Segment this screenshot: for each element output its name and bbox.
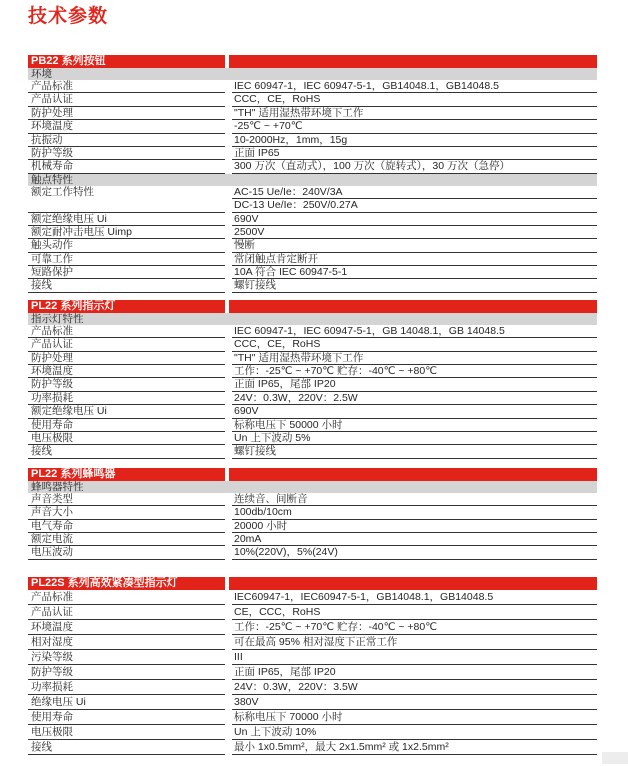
row-values	[232, 432, 597, 445]
column-gap	[225, 378, 232, 391]
table-header	[28, 577, 597, 590]
table-header	[28, 300, 597, 313]
row-value: 螺钉接线	[232, 279, 597, 292]
table-header-title: PL22 系列蜂鸣器	[28, 468, 225, 481]
spec-row	[28, 405, 597, 418]
row-values	[232, 266, 597, 279]
row-label: 产品标准	[28, 325, 225, 338]
table-header-bar	[229, 300, 597, 313]
column-gap	[225, 590, 232, 605]
row-value: 10%(220V)，5%(24V)	[232, 546, 597, 559]
row-label: 电气寿命	[28, 520, 225, 533]
table-header	[28, 468, 597, 481]
row-values	[232, 740, 597, 755]
table-header-bar	[229, 468, 597, 481]
row-values	[232, 352, 597, 365]
column-gap	[225, 432, 232, 445]
column-gap	[225, 546, 232, 559]
row-label: 额定耐冲击电压 Uimp	[28, 226, 225, 239]
row-values	[232, 680, 597, 695]
table-subheader: 指示灯特性	[28, 313, 597, 325]
column-gap	[225, 710, 232, 725]
row-label: 产品认证	[28, 605, 225, 620]
row-value: IEC60947-1，IEC60947-5-1，GB14048.1，GB14048.5	[232, 590, 597, 605]
spec-row	[28, 134, 597, 147]
row-values	[232, 665, 597, 680]
row-value: 10A 符合 IEC 60947-5-1	[232, 266, 597, 279]
row-label: 电压极限	[28, 432, 225, 445]
row-label: 产品标准	[28, 590, 225, 605]
row-values	[232, 147, 597, 160]
table-subheader: 蜂鸣器特性	[28, 481, 597, 493]
row-label: 环境温度	[28, 365, 225, 378]
column-gap	[225, 680, 232, 695]
table-header-title: PL22S 系列高效紧凑型指示灯	[28, 577, 225, 590]
row-label: 短路保护	[28, 266, 225, 279]
row-values	[232, 533, 597, 546]
column-gap	[225, 147, 232, 160]
column-gap	[225, 186, 232, 213]
row-values	[232, 725, 597, 740]
table-header-bar	[229, 577, 597, 590]
row-values	[232, 650, 597, 665]
row-value: 最小 1x0.5mm²，最大 2x1.5mm² 或 1x2.5mm²	[232, 740, 597, 755]
spec-row	[28, 665, 597, 680]
column-gap	[225, 352, 232, 365]
row-label: 接线	[28, 445, 225, 458]
row-values	[232, 279, 597, 292]
spec-row	[28, 710, 597, 725]
column-gap	[225, 620, 232, 635]
column-gap	[225, 338, 232, 351]
row-value: CCC，CE，RoHS	[232, 93, 597, 106]
row-value: III	[232, 650, 597, 665]
row-values	[232, 239, 597, 252]
spec-row	[28, 107, 597, 120]
row-value: DC-13 Ue/Ie：250V/0.27A	[232, 199, 597, 212]
row-values	[232, 365, 597, 378]
row-value: 正面 IP65，尾部 IP20	[232, 665, 597, 680]
row-values	[232, 605, 597, 620]
column-gap	[225, 445, 232, 458]
row-value: Un 上下波动 10%	[232, 725, 597, 740]
table-header	[28, 55, 597, 68]
row-value: 690V	[232, 213, 597, 226]
row-values	[232, 419, 597, 432]
column-gap	[225, 520, 232, 533]
column-gap	[225, 279, 232, 292]
row-values	[232, 253, 597, 266]
row-value: 20000 小时	[232, 520, 597, 533]
spec-table	[28, 300, 597, 459]
row-value: 300 万次（直动式），100 万次（旋转式），30 万次（急停）	[232, 160, 597, 173]
spec-row	[28, 239, 597, 252]
row-value: 380V	[232, 695, 597, 710]
row-label: 环境温度	[28, 620, 225, 635]
row-value: 连续音、间断音	[232, 493, 597, 506]
spec-row	[28, 266, 597, 279]
column-gap	[225, 160, 232, 173]
row-value: 工作：-25℃ ~ +70℃ 贮存：-40℃ ~ +80℃	[232, 365, 597, 378]
column-gap	[225, 120, 232, 133]
spec-row	[28, 120, 597, 133]
row-label: 机械寿命	[28, 160, 225, 173]
spec-row	[28, 650, 597, 665]
spec-row	[28, 680, 597, 695]
row-label: 环境温度	[28, 120, 225, 133]
column-gap	[225, 266, 232, 279]
column-gap	[225, 419, 232, 432]
column-gap	[225, 506, 232, 519]
row-label: 产品认证	[28, 338, 225, 351]
row-label: 电压极限	[28, 725, 225, 740]
spec-row	[28, 160, 597, 173]
row-values	[232, 506, 597, 519]
row-value: -25℃ ~ +70℃	[232, 120, 597, 133]
row-values	[232, 620, 597, 635]
column-gap	[225, 226, 232, 239]
column-gap	[225, 635, 232, 650]
row-label: 抗振动	[28, 134, 225, 147]
column-gap	[225, 665, 232, 680]
row-label: 功率损耗	[28, 392, 225, 405]
row-label: 额定绝缘电压 Ui	[28, 213, 225, 226]
spec-row	[28, 725, 597, 740]
page-title: 技术参数	[28, 6, 109, 27]
spec-row	[28, 186, 597, 213]
row-values	[232, 520, 597, 533]
row-values	[232, 405, 597, 418]
table-header-title: PB22 系列按钮	[28, 55, 225, 68]
row-label: 防护等级	[28, 665, 225, 680]
spec-row	[28, 93, 597, 106]
column-gap	[225, 365, 232, 378]
spec-table	[28, 577, 597, 755]
spec-row	[28, 80, 597, 93]
row-values	[232, 378, 597, 391]
row-values	[232, 392, 597, 405]
row-values	[232, 107, 597, 120]
row-values	[232, 120, 597, 133]
row-value: 可在最高 95% 相对湿度下正常工作	[232, 635, 597, 650]
row-values	[232, 93, 597, 106]
spec-row	[28, 419, 597, 432]
column-gap	[225, 650, 232, 665]
table-header-bar	[229, 55, 597, 68]
column-gap	[225, 107, 232, 120]
row-value: 常闭触点肯定断开	[232, 253, 597, 266]
spec-row	[28, 378, 597, 391]
row-values	[232, 493, 597, 506]
spec-row	[28, 695, 597, 710]
row-label: 产品标准	[28, 80, 225, 93]
spec-table	[28, 468, 597, 560]
row-label: 功率损耗	[28, 680, 225, 695]
column-gap	[225, 740, 232, 755]
table-subheader: 环境	[28, 68, 597, 80]
corner-mark	[602, 752, 628, 764]
spec-row	[28, 432, 597, 445]
spec-row	[28, 590, 597, 605]
spec-row	[28, 352, 597, 365]
column-gap	[225, 392, 232, 405]
spec-tables-container	[28, 55, 628, 755]
row-values	[232, 635, 597, 650]
row-label: 绝缘电压 Ui	[28, 695, 225, 710]
row-value: CE，CCC，RoHS	[232, 605, 597, 620]
spec-row	[28, 445, 597, 458]
row-values	[232, 590, 597, 605]
column-gap	[225, 533, 232, 546]
row-value: "TH" 适用湿热带环境下工作	[232, 352, 597, 365]
table-header-title: PL22 系列指示灯	[28, 300, 225, 313]
row-label: 防护处理	[28, 107, 225, 120]
row-value: 正面 IP65，尾部 IP20	[232, 378, 597, 391]
row-value: CCC，CE，RoHS	[232, 338, 597, 351]
row-label: 产品认证	[28, 93, 225, 106]
spec-row	[28, 546, 597, 559]
row-values	[232, 134, 597, 147]
row-value: 20mA	[232, 533, 597, 546]
column-gap	[225, 605, 232, 620]
row-label: 防护等级	[28, 147, 225, 160]
row-label: 接线	[28, 279, 225, 292]
spec-row	[28, 147, 597, 160]
spec-row	[28, 392, 597, 405]
row-value: 标称电压下 70000 小时	[232, 710, 597, 725]
row-values	[232, 546, 597, 559]
row-label: 声音大小	[28, 506, 225, 519]
row-label: 使用寿命	[28, 419, 225, 432]
spec-row	[28, 325, 597, 338]
column-gap	[225, 80, 232, 93]
spec-row	[28, 338, 597, 351]
row-value: 2500V	[232, 226, 597, 239]
row-label: 相对湿度	[28, 635, 225, 650]
spec-row	[28, 520, 597, 533]
row-value: 24V：0.3W，220V：2.5W	[232, 392, 597, 405]
row-values	[232, 80, 597, 93]
spec-table	[28, 55, 597, 293]
column-gap	[225, 134, 232, 147]
row-label: 使用寿命	[28, 710, 225, 725]
table-subheader: 触点特性	[28, 174, 597, 186]
spec-row	[28, 635, 597, 650]
spec-row	[28, 279, 597, 292]
row-values	[232, 695, 597, 710]
row-values	[232, 186, 597, 213]
row-value: "TH" 适用湿热带环境下工作	[232, 107, 597, 120]
row-values	[232, 226, 597, 239]
row-value: 工作：-25℃ ~ +70℃ 贮存：-40℃ ~ +80℃	[232, 620, 597, 635]
column-gap	[225, 405, 232, 418]
row-value: 标称电压下 50000 小时	[232, 419, 597, 432]
row-values	[232, 710, 597, 725]
row-value: IEC 60947-1，IEC 60947-5-1，GB14048.1，GB14048.5	[232, 80, 597, 93]
spec-row	[28, 253, 597, 266]
column-gap	[225, 325, 232, 338]
spec-row	[28, 605, 597, 620]
row-values	[232, 160, 597, 173]
row-value: AC-15 Ue/Ie：240V/3A	[232, 186, 597, 199]
row-value: IEC 60947-1，IEC 60947-5-1，GB 14048.1，GB 14048.5	[232, 325, 597, 338]
row-value: 690V	[232, 405, 597, 418]
row-label: 防护等级	[28, 378, 225, 391]
row-value: Un 上下波动 5%	[232, 432, 597, 445]
row-value: 10-2000Hz，1mm，15g	[232, 134, 597, 147]
row-label: 额定绝缘电压 Ui	[28, 405, 225, 418]
row-values	[232, 325, 597, 338]
column-gap	[225, 253, 232, 266]
row-label: 电压波动	[28, 546, 225, 559]
spec-row	[28, 740, 597, 755]
row-label: 额定工作特性	[28, 186, 225, 213]
spec-row	[28, 365, 597, 378]
row-label: 接线	[28, 740, 225, 755]
row-label: 可靠工作	[28, 253, 225, 266]
row-label: 额定电流	[28, 533, 225, 546]
row-value: 正面 IP65	[232, 147, 597, 160]
spec-row	[28, 620, 597, 635]
row-values	[232, 445, 597, 458]
column-gap	[225, 213, 232, 226]
column-gap	[225, 493, 232, 506]
row-value: 螺钉接线	[232, 445, 597, 458]
column-gap	[225, 725, 232, 740]
row-value: 24V：0.3W，220V：3.5W	[232, 680, 597, 695]
spec-row	[28, 506, 597, 519]
row-label: 污染等级	[28, 650, 225, 665]
row-label: 声音类型	[28, 493, 225, 506]
row-values	[232, 213, 597, 226]
column-gap	[225, 93, 232, 106]
spec-row	[28, 226, 597, 239]
row-value: 慢断	[232, 239, 597, 252]
spec-row	[28, 533, 597, 546]
row-values	[232, 338, 597, 351]
column-gap	[225, 239, 232, 252]
row-label: 触头动作	[28, 239, 225, 252]
column-gap	[225, 695, 232, 710]
row-label: 防护处理	[28, 352, 225, 365]
spec-row	[28, 493, 597, 506]
row-value: 100db/10cm	[232, 506, 597, 519]
spec-row	[28, 213, 597, 226]
